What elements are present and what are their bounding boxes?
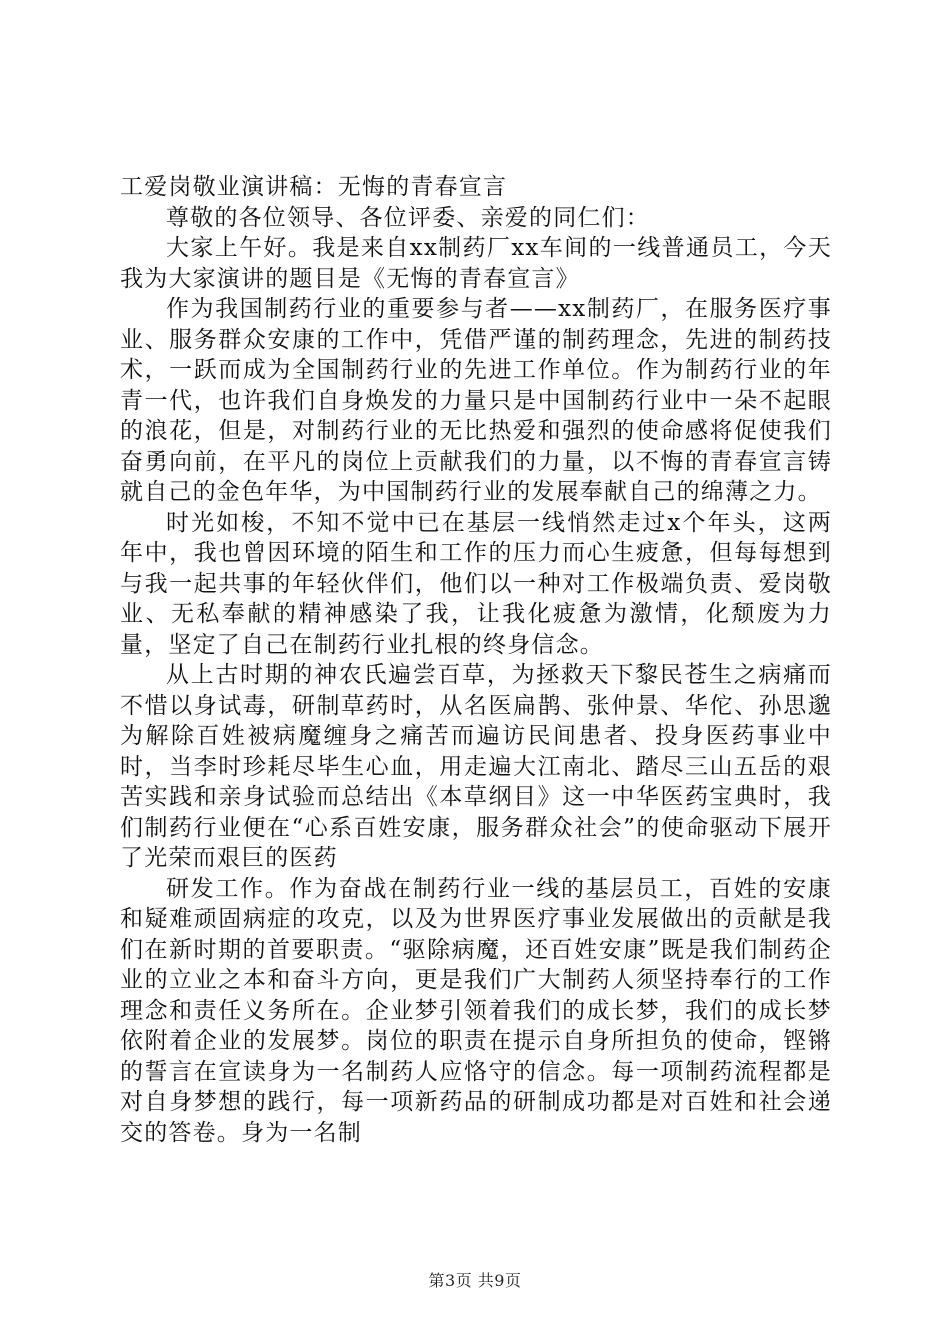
document-body — [120, 172, 832, 1148]
page-number-footer: 第3页 共9页 — [428, 1271, 522, 1290]
body-paragraph: 从上古时期的神农氏遍尝百草，为拯救天下黎民苍生之病痛而不惜以身试毒，研制草药时，从名医扁鹊、张仲景、华佗、孙思邈为解除百姓被病魔缠身之痛苦而遍访民间患者、投身医药事业中时，当李时珍耗尽毕生心血，用走遍大江南北、踏尽三山五岳的艰苦实践和亲身试验而总结出《本草纲目》这一中华医药宝典时，我们制药行业便在“心系百姓安康，服务群众社会”的使命驱动下展开了光荣而艰巨的医药 — [120, 662, 832, 871]
greeting-paragraph: 大家上午好。我是来自xx制药厂xx车间的一线普通员工，今天我为大家演讲的题目是《无悔的青春宣言》 — [120, 235, 832, 292]
document-title: 工爱岗敬业演讲稿：无悔的青春宣言 — [120, 174, 508, 200]
salutation-paragraph: 尊敬的各位领导、各位评委、亲爱的同仁们： — [166, 204, 650, 231]
body-paragraph: 时光如梭，不知不觉中已在基层一线悄然走过x个年头，这两年中，我也曾因环境的陌生和工作的压力而心生疲惫，但每每想到与我一起共事的年轻伙伴们，他们以一种对工作极端负责、爱岗敬业、无私奉献的精神感染了我，让我化疲惫为激情，化颓废为力量，坚定了自己在制药行业扎根的终身信念。 — [120, 509, 832, 658]
body-paragraph: 作为我国制药行业的重要参与者——xx制药厂，在服务医疗事业、服务群众安康的工作中，凭借严谨的制药理念，先进的制药技术，一跃而成为全国制药行业的先进工作单位。作为制药行业的年青一代，也许我们自身焕发的力量只是中国制药行业中一朵不起眼的浪花，但是，对制药行业的无比热爱和强烈的使命感将促使我们奋勇向前，在平凡的岗位上贡献我们的力量，以不悔的青春宣言铸就自己的金色年华，为中国制药行业的发展奉献自己的绵薄之力。 — [120, 296, 832, 505]
body-paragraph: 研发工作。作为奋战在制药行业一线的基层员工，百姓的安康和疑难顽固病症的攻克，以及为世界医疗事业发展做出的贡献是我们在新时期的首要职责。“驱除病魔，还百姓安康”既是我们制药企业的立业之本和奋斗方向，更是我们广大制药人须坚持奉行的工作理念和责任义务所在。企业梦引领着我们的成长梦，我们的成长梦依附着企业的发展梦。岗位的职责在提示自身所担负的使命，铿锵的誓言在宣读身为一名制药人应恪守的信念。每一项制药流程都是对自身梦想的践行，每一项新药品的研制成功都是对百姓和社会递交的答卷。身为一名制 — [120, 875, 832, 1146]
